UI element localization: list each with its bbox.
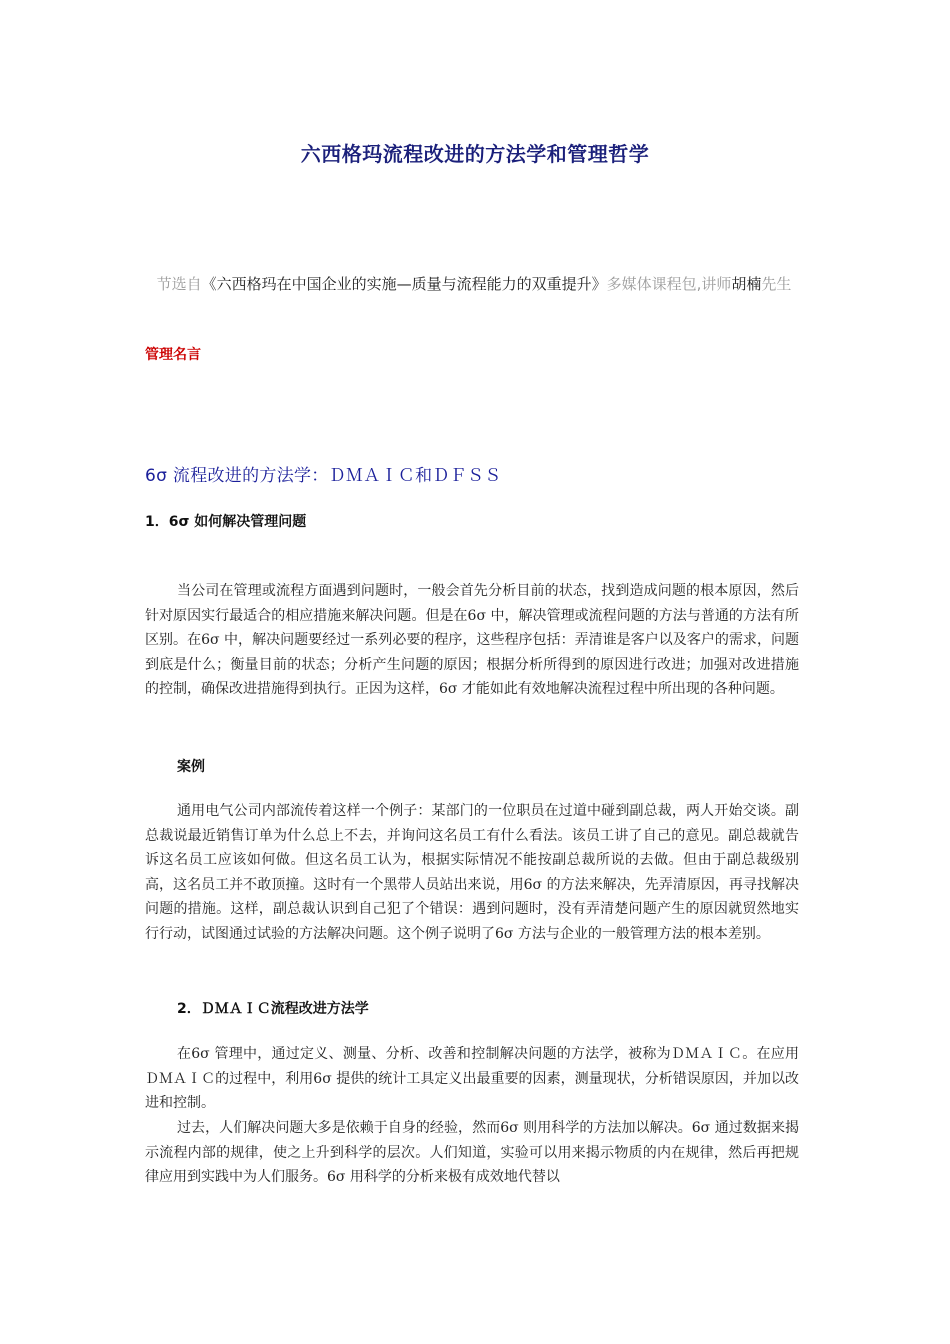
document-title: 六西格玛流程改进的方法学和管理哲学	[300, 142, 650, 166]
subsection-heading-1: 1．6σ 如何解决管理问题	[145, 514, 307, 530]
source-middle: 多媒体课程包,讲师	[606, 275, 732, 293]
motto-heading: 管理名言	[145, 347, 201, 363]
case-heading: 案例	[177, 759, 205, 775]
section-heading: 6σ 流程改进的方法学：ＤＭＡＩＣ和ＤＦＳＳ	[145, 466, 502, 486]
paragraph-2: 通用电气公司内部流传着这样一个例子：某部门的一位职员在过道中碰到副总裁，两人开始交谈。副总裁说最近销售订单为什么总上不去，并询问这名员工有什么看法。该员工讲了自己的意见。副总裁就告诉这名员工应该如何做。但这名员工认为，根据实际情况不能按副总裁所说的去做。但由于副总裁级别高，这名员工并不敢顶撞。这时有一个黑带人员站出来说，用6σ 的方法来解决，先弄清原因，再寻找解决问题的措施。这样，副总裁认识到自己犯了个错误：遇到问题时，没有弄清楚问题产生的原因就贸然地实行行动，试图通过试验的方法解决问题。这个例子说明了6σ 方法与企业的一般管理方法的根本差别。	[145, 803, 799, 942]
source-note	[148, 272, 800, 297]
paragraph-3: 在6σ 管理中，通过定义、测量、分析、改善和控制解决问题的方法学，被称为ＤＭＡＩＣ。在应用ＤＭＡＩＣ的过程中，利用6σ 提供的统计工具定义出最重要的因素，测量现状，分析错误原因，并加以改进和控制。	[145, 1046, 799, 1111]
source-speaker: 胡楠	[731, 275, 762, 293]
subsection-heading-2: 2．ＤＭＡＩＣ流程改进方法学	[177, 1001, 369, 1017]
source-book-title: 《六西格玛在中国企业的实施—质量与流程能力的双重提升》	[201, 275, 607, 293]
paragraph-4: 过去，人们解决问题大多是依赖于自身的经验，然而6σ 则用科学的方法加以解决。6σ 通过数据来揭示流程内部的规律，使之上升到科学的层次。人们知道，实验可以用来揭示物质的内在规律，然后再把规律应用到实践中为人们服务。6σ 用科学的分析来极有成效地代替以	[145, 1120, 799, 1185]
paragraph-1: 当公司在管理或流程方面遇到问题时，一般会首先分析目前的状态，找到造成问题的根本原因，然后针对原因实行最适合的相应措施来解决问题。但是在6σ 中，解决管理或流程问题的方法与普通的方法有所区别。在6σ 中，解决问题要经过一系列必要的程序，这些程序包括：弄清谁是客户以及客户的需求，问题到底是什么；衡量目前的状态；分析产生问题的原因；根据分析所得到的原因进行改进；加强对改进措施的控制，确保改进措施得到执行。正因为这样，6σ 才能如此有效地解决流程过程中所出现的各种问题。	[145, 583, 799, 697]
source-prefix: 节选自	[156, 275, 202, 293]
source-suffix: 先生	[761, 275, 792, 293]
